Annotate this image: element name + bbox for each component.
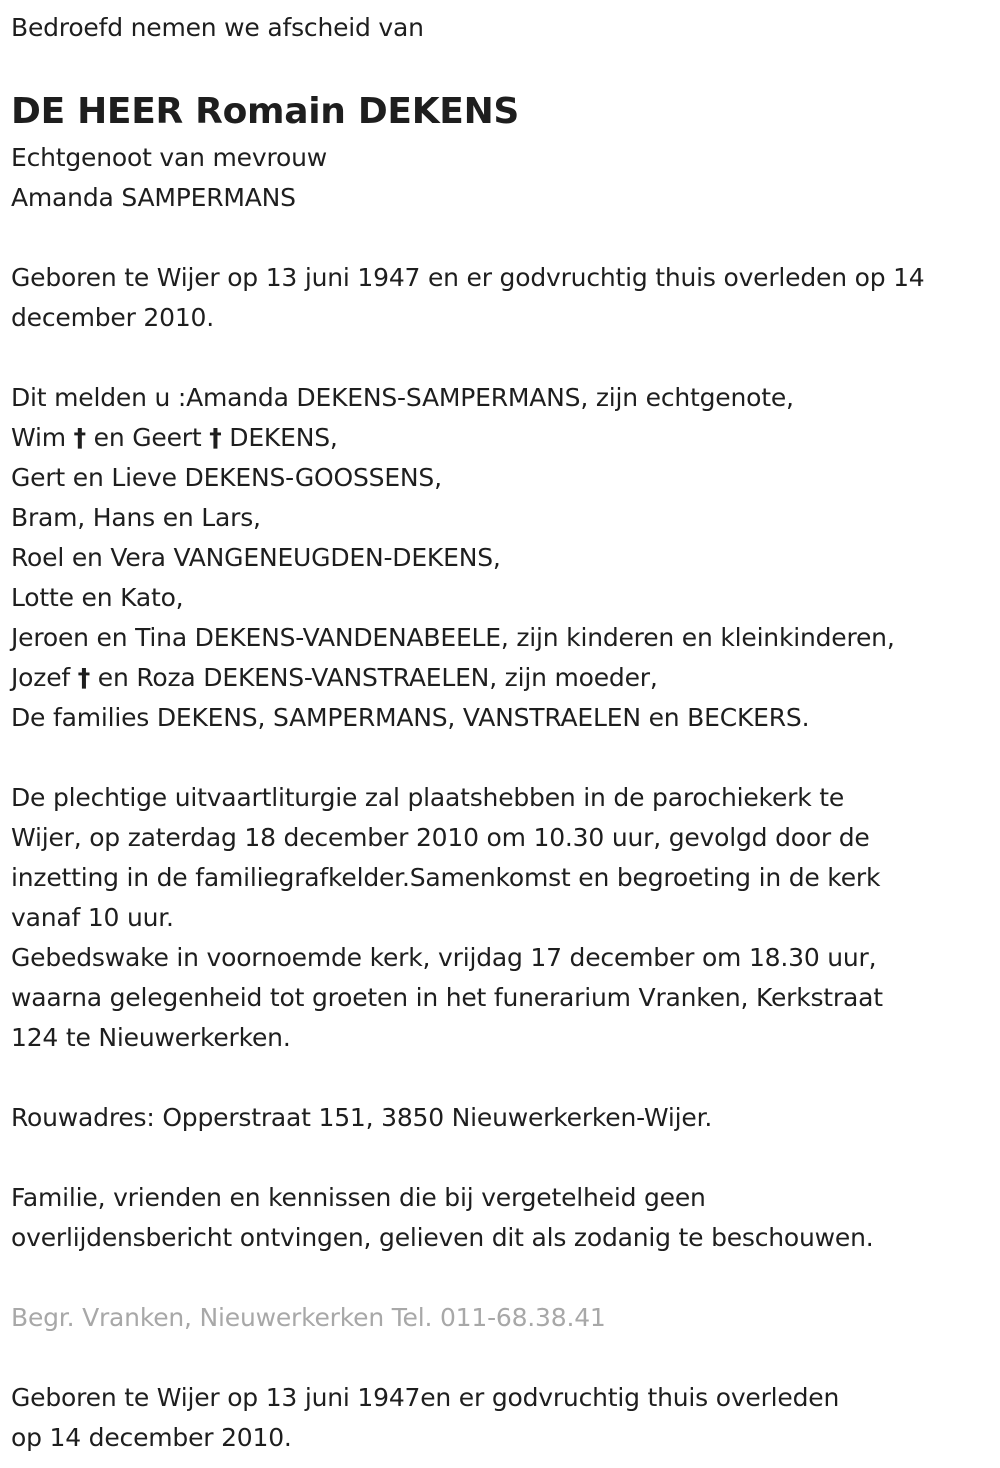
funeral-paragraph <box>11 778 990 1058</box>
funeral-line: vanaf 10 uur. <box>11 903 174 932</box>
birth-death-paragraph <box>11 258 990 338</box>
spouse-block <box>11 138 990 218</box>
undertaker-info: Begr. Vranken, Nieuwerkerken Tel. 011-68.38.41 <box>11 1303 606 1332</box>
announcer-line: Lotte en Kato, <box>11 583 184 612</box>
funeral-line: Wijer, op zaterdag 18 december 2010 om 10.30 uur, gevolgd door de <box>11 823 870 852</box>
announcer-line: Roel en Vera VANGENEUGDEN-DEKENS, <box>11 543 501 572</box>
cross-icon: † <box>209 423 222 452</box>
deceased-name: DE HEER Romain DEKENS <box>11 91 520 132</box>
funeral-line: waarna gelegenheid tot groeten in het funerarium Vranken, Kerkstraat <box>11 983 883 1012</box>
announcer-line <box>11 658 990 698</box>
cross-icon: † <box>77 663 91 692</box>
spouse-line: Echtgenoot van mevrouw <box>11 143 327 172</box>
announcer-line: De families DEKENS, SAMPERMANS, VANSTRAELEN en BECKERS. <box>11 703 810 732</box>
notice-line: Familie, vrienden en kennissen die bij vergetelheid geen <box>11 1183 706 1212</box>
undertaker-paragraph <box>11 1298 990 1338</box>
birth-death-line: Geboren te Wijer op 13 juni 1947 en er godvruchtig thuis overleden op 14 <box>11 263 925 292</box>
cross-icon: † <box>73 423 86 452</box>
announcers-paragraph <box>11 378 990 738</box>
birth-death-line: op 14 december 2010. <box>11 1423 292 1452</box>
announcer-line: Gert en Lieve DEKENS-GOOSSENS, <box>11 463 442 492</box>
announcer-text: en Geert <box>85 423 210 452</box>
spouse-name: Amanda SAMPERMANS <box>11 183 296 212</box>
funeral-line: Gebedswake in voornoemde kerk, vrijdag 17 december om 18.30 uur, <box>11 943 877 972</box>
notice-line: overlijdensbericht ontvingen, gelieven dit als zodanig te beschouwen. <box>11 1223 874 1252</box>
mourning-address: Rouwadres: Opperstraat 151, 3850 Nieuwerkerken-Wijer. <box>11 1103 713 1132</box>
announcer-line: Jeroen en Tina DEKENS-VANDENABEELE, zijn kinderen en kleinkinderen, <box>11 623 895 652</box>
announcer-line: Dit melden u :Amanda DEKENS-SAMPERMANS, zijn echtgenote, <box>11 383 794 412</box>
funeral-line: De plechtige uitvaartliturgie zal plaatshebben in de parochiekerk te <box>11 783 845 812</box>
birth-death-repeat-paragraph <box>11 1378 990 1458</box>
birth-death-line: Geboren te Wijer op 13 juni 1947en er godvruchtig thuis overleden <box>11 1383 840 1412</box>
announcer-text: en Roza DEKENS-VANSTRAELEN, zijn moeder, <box>90 663 658 692</box>
notice-paragraph <box>11 1178 990 1258</box>
announcer-line <box>11 418 990 458</box>
announcer-text: Wim <box>11 423 74 452</box>
address-paragraph <box>11 1098 990 1138</box>
announcer-text: Jozef <box>11 663 78 692</box>
announcer-line: Bram, Hans en Lars, <box>11 503 261 532</box>
funeral-line: 124 te Nieuwerkerken. <box>11 1023 291 1052</box>
announcer-text: DEKENS, <box>221 423 338 452</box>
birth-death-line: december 2010. <box>11 303 214 332</box>
funeral-line: inzetting in de familiegrafkelder.Samenkomst en begroeting in de kerk <box>11 863 881 892</box>
intro-text: Bedroefd nemen we afscheid van <box>11 13 424 42</box>
